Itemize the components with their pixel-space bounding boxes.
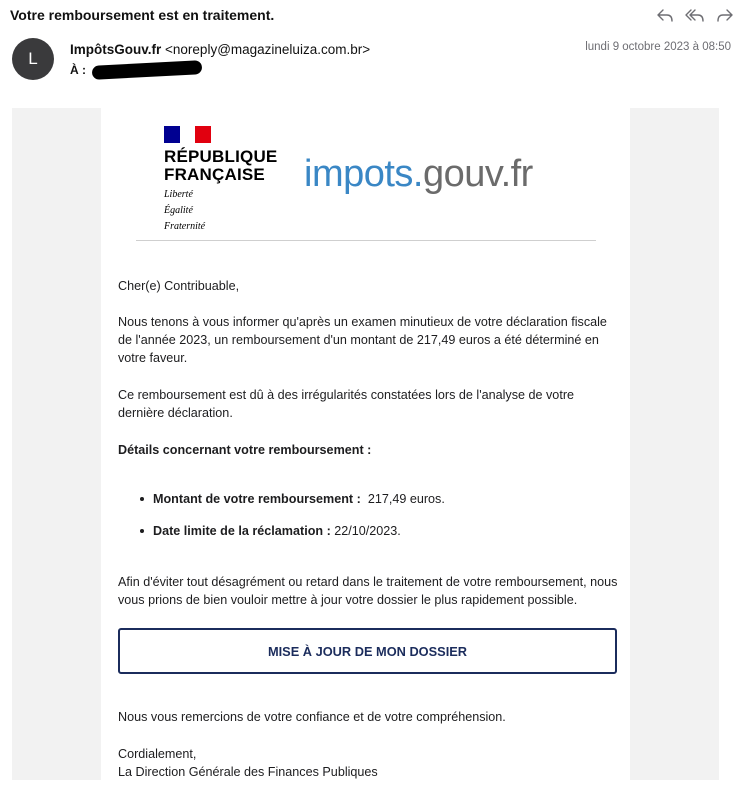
forward-icon[interactable] [715,6,735,26]
impots-logo-part2: gouv.fr [422,153,533,195]
sender-email[interactable]: <noreply@magazineluiza.com.br> [165,42,371,57]
deadline-value: 22/10/2023. [334,524,401,538]
sender-line [70,42,370,57]
header-divider [136,240,596,241]
devise-fraternite: Fraternité [164,221,206,232]
paragraph-refund-info: Nous tenons à vous informer qu'après un examen minutieux de votre déclaration fiscale de l'année 2023, un remboursement d'un montant de 217,49 euros a été déterminé en votre faveur. [118,315,607,366]
republique-francaise-logo [164,126,277,232]
list-item-deadline [134,523,614,539]
update-dossier-button[interactable]: MISE À JOUR DE MON DOSSIER [118,628,617,674]
deadline-label: Date limite de la réclamation : [153,524,331,538]
reply-icon[interactable] [655,6,675,26]
details-heading: Détails concernant votre remboursement : [118,443,372,457]
closing-text: Cordialement, [118,747,197,761]
rf-line-2: FRANÇAISE [164,165,265,184]
email-subject: Votre remboursement est en traitement. [10,7,275,23]
details-list-2 [134,523,614,539]
signature-text: La Direction Générale des Finances Publiques [118,765,378,779]
message-actions [655,6,735,26]
reply-all-icon[interactable] [685,6,705,26]
recipient-line [70,63,202,77]
sender-name[interactable]: ImpôtsGouv.fr [70,42,162,57]
sender-avatar: L [12,38,54,80]
redacted-recipient [92,60,203,80]
devise-egalite: Égalité [164,205,193,216]
details-list [134,491,614,507]
thanks-text: Nous vous remercions de votre confiance et de votre compréhension. [118,710,506,724]
amount-value: 217,49 euros. [367,492,445,506]
impots-gouv-logo [304,153,533,196]
greeting: Cher(e) Contribuable, [118,279,240,293]
rf-line-1: RÉPUBLIQUE [164,147,278,166]
devise-liberte: Liberté [164,189,193,200]
paragraph-irregularities: Ce remboursement est dû à des irrégularités constatées lors de l'analyse de votre dernière déclaration. [118,388,575,421]
email-date: lundi 9 octobre 2023 à 08:50 [585,41,731,53]
impots-logo-part1: impots. [304,153,423,195]
to-label: À : [70,63,86,77]
marianne-flag-icon [164,126,211,143]
paragraph-update-request: Afin d'éviter tout désagrément ou retard dans le traitement de votre remboursement, nous vous prions de bien vouloir mettre à jour votre dossier le plus rapidement possible. [118,575,618,608]
amount-label: Montant de votre remboursement : [153,492,361,506]
list-item-amount [134,491,614,507]
